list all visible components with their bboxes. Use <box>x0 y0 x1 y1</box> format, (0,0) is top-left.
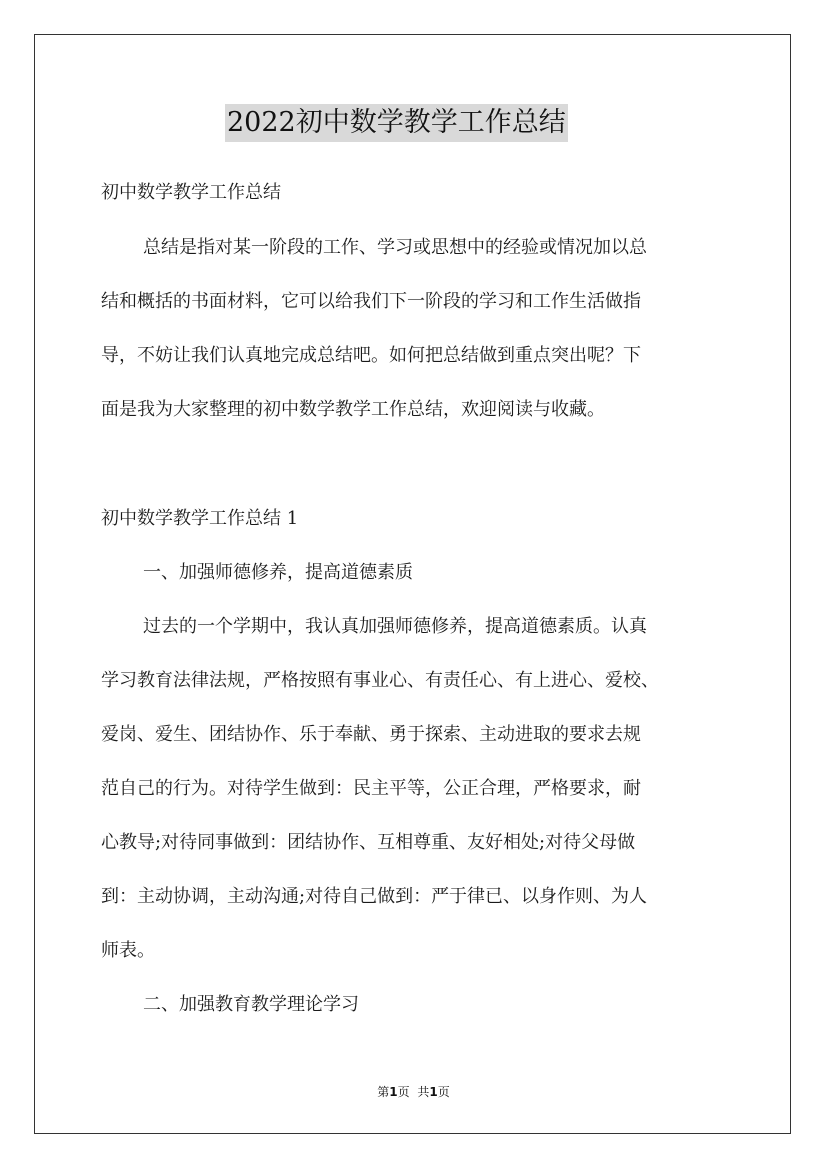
heading-2: 二、加强教育教学理论学习 <box>143 994 359 1015</box>
intro-line-1: 总结是指对某一阶段的工作、学习或思想中的经验或情况加以总 <box>143 237 647 258</box>
section-title: 初中数学教学工作总结 1 <box>101 508 299 529</box>
document-title: 2022初中数学教学工作总结 <box>225 104 568 142</box>
footer-total-number: 1 <box>429 1085 438 1099</box>
footer-total-suffix: 页 <box>437 1085 450 1099</box>
body-line-5: 心教导;对待同事做到：团结协作、互相尊重、友好相处;对待父母做 <box>101 832 636 853</box>
footer-total-label: 共 <box>417 1085 430 1099</box>
footer-page-suffix: 页 <box>397 1085 410 1099</box>
intro-line-2: 结和概括的书面材料，它可以给我们下一阶段的学习和工作生活做指 <box>101 291 641 312</box>
intro-line-4: 面是我为大家整理的初中数学教学工作总结，欢迎阅读与收藏。 <box>101 399 605 420</box>
body-line-1: 过去的一个学期中，我认真加强师德修养，提高道德素质。认真 <box>143 616 647 637</box>
intro-line-3: 导，不妨让我们认真地完成总结吧。如何把总结做到重点突出呢？下 <box>101 345 641 366</box>
body-line-4: 范自己的行为。对待学生做到：民主平等，公正合理，严格要求，耐 <box>101 778 641 799</box>
body-line-6: 到：主动协调，主动沟通;对待自己做到：严于律已、以身作则、为人 <box>101 886 648 907</box>
footer-page-number: 1 <box>389 1085 398 1099</box>
footer-page-label: 第 <box>377 1085 390 1099</box>
body-line-3: 爱岗、爱生、团结协作、乐于奉献、勇于探索、主动进取的要求去规 <box>101 724 641 745</box>
page-footer <box>0 1083 827 1100</box>
heading-1: 一、加强师德修养，提高道德素质 <box>143 562 413 583</box>
body-line-7: 师表。 <box>101 940 155 961</box>
body-line-2: 学习教育法律法规，严格按照有事业心、有责任心、有上进心、爱校、 <box>101 670 659 691</box>
subtitle: 初中数学教学工作总结 <box>101 182 281 203</box>
